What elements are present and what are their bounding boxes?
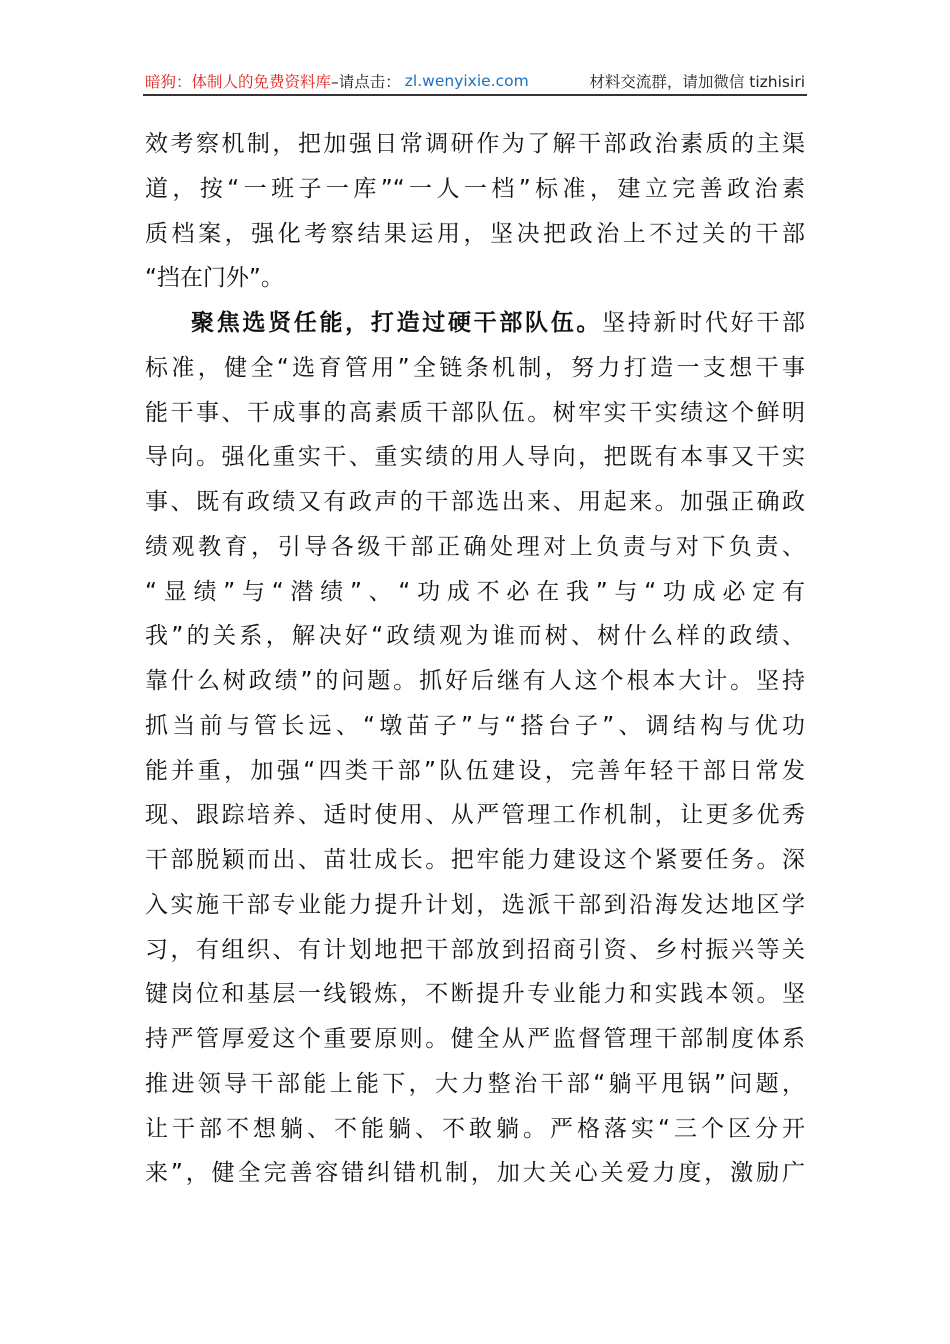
paragraph-heading-line [145,301,805,346]
header-brand: 暗狗：体制人的免费资料库 [145,73,332,91]
text-line: 抓当前与管长远、“墩苗子”与“搭台子”、调结构与优功 [145,712,805,739]
text-line: 能干事、干成事的高素质干部队伍。树牢实干实绩这个鲜明 [145,399,805,426]
text-line: 现、跟踪培养、适时使用、从严管理工作机制，让更多优秀 [145,802,805,829]
text-line: 来”，健全完善容错纠错机制，加大关心关爱力度，激励广 [145,1160,805,1187]
text-line: 效考察机制，把加强日常调研作为了解干部政治素质的主渠 [145,131,805,157]
text-line: 键岗位和基层一线锻炼，不断提升专业能力和实践本领。坚 [145,981,805,1008]
header-divider [143,94,807,96]
text-line: 推进领导干部能上能下，大力整治干部“躺平甩锅”问题， [145,1070,805,1097]
text-line: 干部脱颖而出、苗壮成长。把牢能力建设这个紧要任务。深 [145,847,805,873]
paragraph-heading: 聚焦选贤任能，打造过硬干部队伍。 [191,310,603,336]
document-body [145,122,805,1196]
header-prompt: –请点击： [331,73,401,91]
text-line: 能并重，加强“四类干部”队伍建设，完善年轻干部日常发 [145,757,805,784]
page-header [145,70,805,92]
text-line: “挡在门外”。 [145,265,284,292]
text-line: 让干部不想躺、不能躺、不敢躺。严格落实“三个区分开 [145,1115,805,1142]
text-line: 事、既有政绩又有政声的干部选出来、用起来。加强正确政 [145,489,805,515]
text-line: 导向。强化重实干、重实绩的用人导向，把既有本事又干实 [145,444,805,471]
text-line: 标准，健全“选育管用”全链条机制，努力打造一支想干事 [145,354,805,381]
text-line: 靠什么树政绩”的问题。抓好后继有人这个根本大计。坚持 [145,668,805,694]
header-contact: 材料交流群，请加微信 tizhisiri [589,73,805,91]
text-line: 入实施干部专业能力提升计划，选派干部到沿海发达地区学 [145,891,805,918]
text-line: 习，有组织、有计划地把干部放到招商引资、乡村振兴等关 [145,936,805,963]
text-line: 质档案，强化考察结果运用，坚决把政治上不过关的干部 [145,220,805,247]
paragraph-heading-rest: 坚持新时代好干部 [602,310,805,336]
header-link[interactable]: zl.wenyixie.com [404,72,529,90]
text-line: 我”的关系，解决好“政绩观为谁而树、树什么样的政绩、 [145,623,805,650]
text-line: 持严管厚爱这个重要原则。健全从严监督管理干部制度体系 [145,1026,805,1052]
text-line: 绩观教育，引导各级干部正确处理对上负责与对下负责、 [145,533,805,560]
text-line: 道，按“一班子一库”“一人一档”标准，建立完善政治素 [145,175,805,202]
text-line: “显绩”与“潜绩”、“功成不必在我”与“功成必定有 [145,578,805,605]
